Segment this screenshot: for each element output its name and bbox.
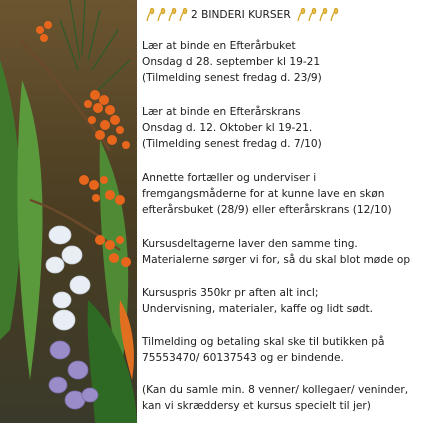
text-line: Materialerne sørger vi for, så du skal blot møde op [142, 254, 411, 267]
paragraph-group-offer [142, 382, 423, 414]
sheaf-of-rice-icon [144, 8, 188, 22]
text-line: efterårsbuket (28/9) eller efterårskrans (12/10) [142, 204, 392, 217]
text-line: Tilmelding og betaling skal ske til butikken på [142, 336, 385, 348]
sheaf-of-rice-emojis-left [144, 8, 188, 22]
text-line: Onsdag d. 12. Oktober kl 19-21. [142, 122, 313, 135]
text-line: Lær at binde en Efterårskrans [142, 106, 301, 118]
text-line: 75553470/ 60137543 og er bindende. [142, 352, 344, 365]
sheaf-of-rice-emojis-right [295, 8, 339, 22]
text-line: fremgangsmåderne for at kunne lave en skøn [142, 188, 385, 201]
paragraph-course-2 [142, 104, 423, 153]
text-line: (Tilmelding senest fredag d. 23/9) [142, 72, 322, 85]
text-line: Annette fortæller og underviser i [142, 172, 317, 184]
sheaf-of-rice-icon [295, 8, 339, 22]
paragraph-participants [142, 236, 423, 268]
post-text-panel [137, 0, 423, 423]
paragraph-description [142, 170, 423, 219]
text-line: Kursusdeltagerne laver den samme ting. [142, 238, 358, 250]
text-line: (Tilmelding senest fredag d. 7/10) [142, 138, 322, 151]
paragraph-price [142, 285, 423, 317]
headline-text: 2 BINDERI KURSER [191, 9, 291, 21]
paragraph-course-1 [142, 38, 423, 87]
post-photo[interactable] [0, 0, 137, 423]
flower-arrangement-image [0, 0, 137, 423]
post-headline [142, 6, 422, 24]
paragraph-signup [142, 334, 423, 366]
text-line: Undervisning, materialer, kaffe og lidt sødt. [142, 303, 374, 316]
text-line: kan vi skræddersy et kursus specielt til jer) [142, 400, 371, 413]
text-line: Onsdag d 28. september kl 19-21 [142, 56, 321, 69]
text-line: (Kan du samle min. 8 venner/ kollegaer/ veninder, [142, 384, 409, 396]
text-line: Lær at binde en Efterårbuket [142, 40, 296, 52]
text-line: Kursuspris 350kr pr aften alt incl; [142, 287, 319, 299]
